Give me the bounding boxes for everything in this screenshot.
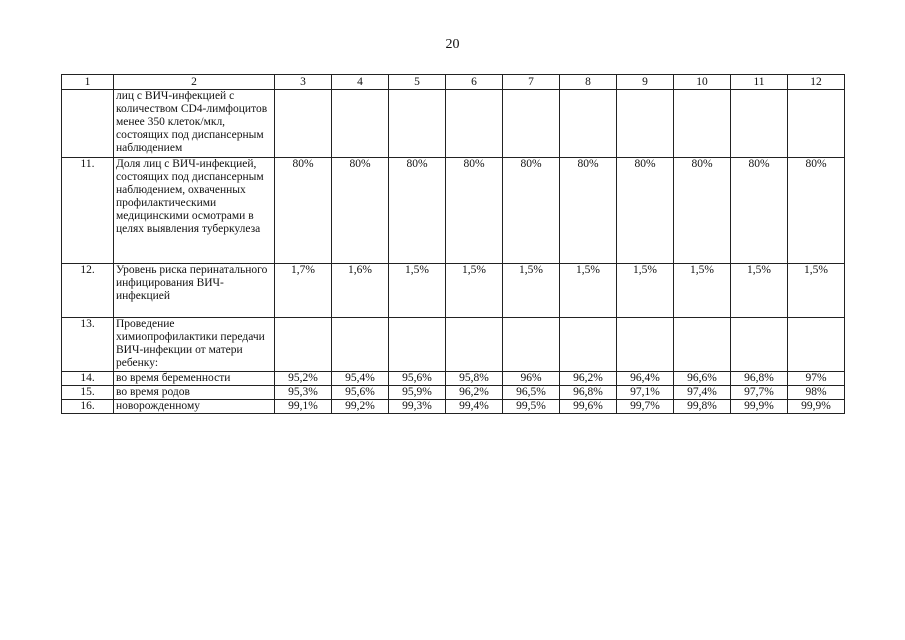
row-number: 16. — [62, 400, 114, 414]
table-row — [62, 386, 845, 400]
value-cell: 80% — [332, 158, 389, 264]
value-cell — [332, 90, 389, 158]
value-cell — [503, 90, 560, 158]
value-cell: 99,6% — [560, 400, 617, 414]
value-cell: 1,7% — [275, 264, 332, 318]
value-cell: 96,8% — [560, 386, 617, 400]
value-cell: 1,6% — [332, 264, 389, 318]
value-cell: 80% — [617, 158, 674, 264]
value-cell — [503, 318, 560, 372]
value-cell: 1,5% — [617, 264, 674, 318]
table-header-row — [62, 75, 845, 90]
page-number: 20 — [445, 37, 460, 52]
header-cell: 11 — [731, 75, 788, 90]
header-cell: 2 — [114, 75, 275, 90]
value-cell: 99,8% — [674, 400, 731, 414]
value-cell — [731, 318, 788, 372]
value-cell — [788, 90, 845, 158]
header-cell: 8 — [560, 75, 617, 90]
row-number — [62, 90, 114, 158]
header-cell: 3 — [275, 75, 332, 90]
value-cell — [332, 318, 389, 372]
value-cell: 95,4% — [332, 372, 389, 386]
value-cell: 99,1% — [275, 400, 332, 414]
value-cell — [788, 318, 845, 372]
value-cell: 99,3% — [389, 400, 446, 414]
value-cell: 1,5% — [389, 264, 446, 318]
value-cell: 97% — [788, 372, 845, 386]
value-cell: 96,5% — [503, 386, 560, 400]
value-cell — [389, 318, 446, 372]
value-cell: 95,3% — [275, 386, 332, 400]
value-cell — [674, 90, 731, 158]
value-cell: 95,9% — [389, 386, 446, 400]
value-cell — [731, 90, 788, 158]
value-cell: 96,8% — [731, 372, 788, 386]
header-cell: 4 — [332, 75, 389, 90]
table-row — [62, 158, 845, 264]
value-cell: 96,2% — [446, 386, 503, 400]
value-cell: 99,7% — [617, 400, 674, 414]
table-row — [62, 318, 845, 372]
value-cell: 80% — [674, 158, 731, 264]
value-cell: 80% — [389, 158, 446, 264]
value-cell: 80% — [446, 158, 503, 264]
table-row — [62, 90, 845, 158]
value-cell — [389, 90, 446, 158]
value-cell: 96,4% — [617, 372, 674, 386]
value-cell — [275, 318, 332, 372]
value-cell: 98% — [788, 386, 845, 400]
table-row — [62, 372, 845, 386]
value-cell: 97,7% — [731, 386, 788, 400]
value-cell: 95,8% — [446, 372, 503, 386]
value-cell: 80% — [731, 158, 788, 264]
row-label: Доля лиц с ВИЧ-инфекцией, состоящих под диспансерным наблюдением, охваченных профилактическими медицинскими осмотрами в целях выявления туберкулеза — [114, 158, 275, 264]
row-label: во время беременности — [114, 372, 275, 386]
value-cell: 1,5% — [446, 264, 503, 318]
value-cell: 96,2% — [560, 372, 617, 386]
row-number: 14. — [62, 372, 114, 386]
value-cell: 1,5% — [503, 264, 560, 318]
value-cell — [617, 90, 674, 158]
value-cell: 99,5% — [503, 400, 560, 414]
value-cell: 99,2% — [332, 400, 389, 414]
value-cell: 99,9% — [788, 400, 845, 414]
header-cell: 9 — [617, 75, 674, 90]
row-number: 11. — [62, 158, 114, 264]
row-label: во время родов — [114, 386, 275, 400]
value-cell — [674, 318, 731, 372]
row-number: 15. — [62, 386, 114, 400]
row-number: 12. — [62, 264, 114, 318]
value-cell: 1,5% — [560, 264, 617, 318]
value-cell: 1,5% — [788, 264, 845, 318]
value-cell: 1,5% — [731, 264, 788, 318]
value-cell — [560, 90, 617, 158]
row-label: Уровень риска перинатального инфицирования ВИЧ-инфекцией — [114, 264, 275, 318]
value-cell — [446, 90, 503, 158]
header-cell: 1 — [62, 75, 114, 90]
row-label: лиц с ВИЧ-инфекцией с количеством CD4-лимфоцитов менее 350 клеток/мкл, состоящих под диспансерным наблюдением — [114, 90, 275, 158]
value-cell: 80% — [560, 158, 617, 264]
value-cell — [560, 318, 617, 372]
value-cell: 95,6% — [389, 372, 446, 386]
header-cell: 12 — [788, 75, 845, 90]
header-cell: 5 — [389, 75, 446, 90]
value-cell: 95,6% — [332, 386, 389, 400]
header-cell: 10 — [674, 75, 731, 90]
value-cell: 80% — [503, 158, 560, 264]
value-cell: 80% — [275, 158, 332, 264]
row-number: 13. — [62, 318, 114, 372]
indicators-table — [61, 74, 845, 414]
value-cell: 96% — [503, 372, 560, 386]
value-cell: 95,2% — [275, 372, 332, 386]
value-cell: 99,9% — [731, 400, 788, 414]
value-cell: 1,5% — [674, 264, 731, 318]
value-cell: 80% — [788, 158, 845, 264]
value-cell: 97,1% — [617, 386, 674, 400]
row-label: Проведение химиопрофилактики передачи ВИЧ-инфекции от матери ребенку: — [114, 318, 275, 372]
header-cell: 6 — [446, 75, 503, 90]
value-cell — [275, 90, 332, 158]
table-row — [62, 264, 845, 318]
table-row — [62, 400, 845, 414]
value-cell — [446, 318, 503, 372]
header-cell: 7 — [503, 75, 560, 90]
value-cell — [617, 318, 674, 372]
value-cell: 96,6% — [674, 372, 731, 386]
value-cell: 97,4% — [674, 386, 731, 400]
row-label: новорожденному — [114, 400, 275, 414]
value-cell: 99,4% — [446, 400, 503, 414]
